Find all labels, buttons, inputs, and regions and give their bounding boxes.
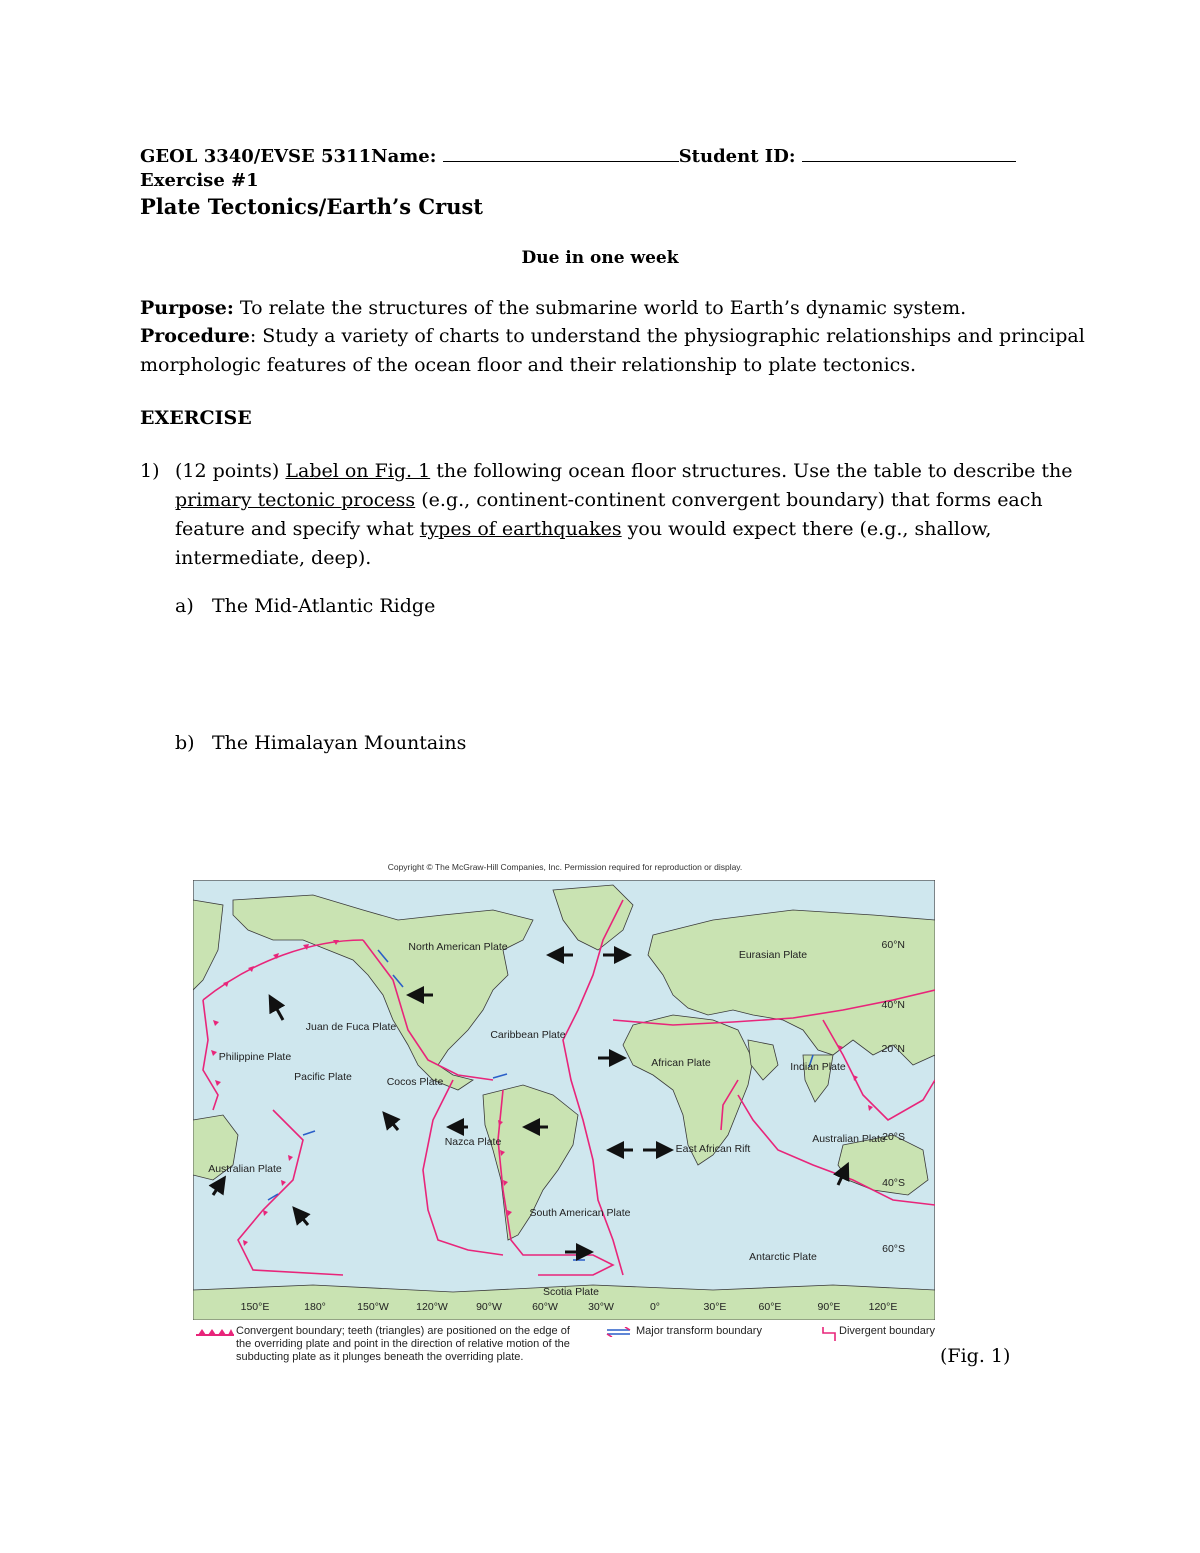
due-date: Due in one week bbox=[521, 248, 679, 268]
question-line1: the following ocean floor structures. Use the table to describe the bbox=[430, 460, 1073, 482]
question-line3-start: feature and specify what bbox=[175, 518, 420, 540]
list-item-b: The Himalayan Mountains bbox=[212, 732, 467, 754]
plate-label: Philippine Plate bbox=[218, 1051, 292, 1063]
procedure-paragraph bbox=[140, 322, 1100, 380]
name-field[interactable] bbox=[443, 143, 679, 162]
procedure-label: Procedure bbox=[140, 325, 250, 347]
plate-label: Eurasian Plate bbox=[738, 949, 808, 961]
exercise-heading: EXERCISE bbox=[140, 407, 252, 429]
question-number: 1) bbox=[140, 460, 160, 482]
plate-label: Pacific Plate bbox=[294, 1071, 352, 1083]
earthquake-types-term: types of earthquakes bbox=[419, 518, 622, 540]
plate-label: Caribbean Plate bbox=[490, 1029, 566, 1041]
fig-1-link[interactable]: Label on Fig. 1 bbox=[285, 460, 431, 482]
question-1-text bbox=[175, 457, 1095, 573]
plate-label: East African Rift bbox=[675, 1143, 751, 1155]
lon-label: 180° bbox=[304, 1301, 326, 1313]
lon-label: 0° bbox=[649, 1301, 661, 1313]
figure-caption: (Fig. 1) bbox=[940, 1345, 1011, 1367]
tectonic-process-term: primary tectonic process bbox=[175, 489, 416, 511]
name-label: Name: bbox=[371, 146, 437, 167]
figure-copyright: Copyright © The McGraw-Hill Companies, Inc. Permission required for reproduction or display. bbox=[387, 862, 743, 872]
plate-label: Indian Plate bbox=[790, 1061, 846, 1073]
question-line4: intermediate, deep). bbox=[175, 547, 372, 569]
plate-label: Nazca Plate bbox=[444, 1136, 502, 1148]
document-title: Plate Tectonics/Earth’s Crust bbox=[140, 194, 484, 219]
procedure-text-line1: : Study a variety of charts to understand the physiographic relationships and principal bbox=[249, 325, 1085, 347]
lon-label: 90°W bbox=[476, 1301, 502, 1313]
list-item-a-letter: a) bbox=[175, 595, 194, 617]
question-points: (12 points) bbox=[175, 460, 286, 482]
lon-label: 90°E bbox=[817, 1301, 841, 1313]
plate-label: Antarctic Plate bbox=[749, 1251, 817, 1263]
lon-label: 60°W bbox=[532, 1301, 558, 1313]
lon-label: 30°E bbox=[703, 1301, 727, 1313]
student-id-field[interactable] bbox=[802, 143, 1016, 162]
plate-label: Cocos Plate bbox=[386, 1076, 444, 1088]
purpose-paragraph bbox=[140, 294, 1080, 323]
map-legend bbox=[196, 1325, 941, 1365]
plate-label: South American Plate bbox=[529, 1207, 631, 1219]
lat-label: 60°N bbox=[881, 939, 905, 951]
plate-label: Scotia Plate bbox=[542, 1286, 600, 1298]
purpose-text: To relate the structures of the submarine world to Earth’s dynamic system. bbox=[233, 297, 967, 319]
exercise-number: Exercise #1 bbox=[140, 170, 259, 191]
lat-label: 60°S bbox=[882, 1243, 905, 1255]
student-id-label: Student ID: bbox=[678, 146, 796, 167]
divergent-boundary-icon bbox=[821, 1325, 837, 1343]
procedure-text-line2: morphologic features of the ocean floor and their relationship to plate tectonics. bbox=[140, 354, 917, 376]
plate-label: Australian Plate bbox=[208, 1163, 282, 1175]
lon-label: 150°W bbox=[357, 1301, 389, 1313]
lon-label: 120°W bbox=[416, 1301, 448, 1313]
purpose-label: Purpose: bbox=[140, 297, 234, 319]
plate-label: North American Plate bbox=[408, 941, 508, 953]
lat-label: 40°N bbox=[881, 999, 905, 1011]
header-line bbox=[140, 143, 1040, 169]
lon-label: 120°E bbox=[868, 1301, 898, 1313]
list-item-a: The Mid-Atlantic Ridge bbox=[212, 595, 436, 617]
lat-label: 40°S bbox=[882, 1177, 905, 1189]
lat-label: 20°S bbox=[882, 1131, 905, 1143]
list-item-b-letter: b) bbox=[175, 732, 195, 754]
plate-label: African Plate bbox=[651, 1057, 711, 1069]
lon-label: 60°E bbox=[758, 1301, 782, 1313]
plate-label: Australian Plate bbox=[812, 1133, 886, 1145]
lon-label: 30°W bbox=[588, 1301, 614, 1313]
lon-label: 150°E bbox=[240, 1301, 270, 1313]
plate-label: Juan de Fuca Plate bbox=[305, 1021, 397, 1033]
legend-divergent: Divergent boundary bbox=[839, 1325, 936, 1337]
convergent-boundary-icon bbox=[196, 1327, 234, 1337]
legend-transform: Major transform boundary bbox=[636, 1325, 762, 1337]
lat-label: 20°N bbox=[881, 1043, 905, 1055]
plate-tectonics-map bbox=[193, 880, 935, 1320]
question-line3: you would expect there (e.g., shallow, bbox=[621, 518, 992, 540]
transform-boundary-icon bbox=[606, 1327, 632, 1337]
legend-convergent: Convergent boundary; teeth (triangles) are positioned on the edge of the overriding plate and point in the direction of relative motion of the subducting plate as it plunges beneath the overriding plate. bbox=[236, 1325, 570, 1363]
question-line2: (e.g., continent-continent convergent boundary) that forms each bbox=[415, 489, 1043, 511]
course-code: GEOL 3340/EVSE 5311 bbox=[140, 146, 372, 167]
